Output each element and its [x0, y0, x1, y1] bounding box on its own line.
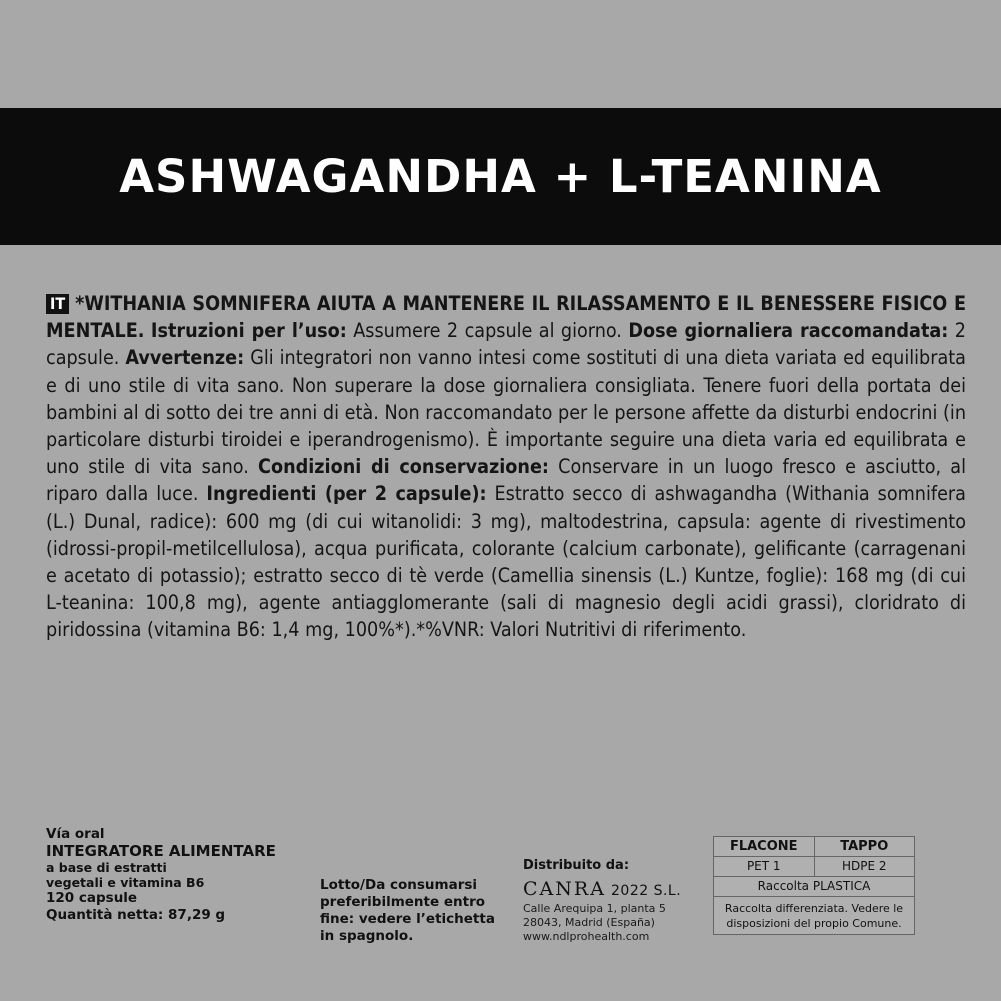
product-info-block — [46, 826, 321, 924]
recycling-table — [713, 836, 915, 935]
capsule-count: 120 capsule — [46, 890, 138, 906]
ingredients-label: Ingredienti (per 2 capsule): — [206, 482, 487, 506]
bottle-material: PET 1 — [746, 859, 781, 873]
brand-suffix: 2022 S.L. — [611, 883, 682, 899]
bottle-header: FLACONE — [729, 839, 798, 854]
address-line-2: 28043, Madrid (España) — [523, 916, 655, 929]
basis-line-2: vegetali e vitamina B6 — [46, 875, 205, 890]
lot-info: Lotto/Da consumarsi preferibilmente entro fine: vedere l’etichetta in spagnolo. — [320, 877, 495, 944]
product-type: INTEGRATORE ALIMENTARE — [46, 842, 276, 860]
usage-label: Istruzioni per l’uso: — [150, 319, 347, 343]
cap-header: TAPPO — [814, 837, 915, 856]
distributor-brand — [523, 876, 693, 902]
recycling-header-row — [714, 837, 914, 857]
net-quantity: Quantità netta: 87,29 g — [46, 907, 226, 923]
basis-line-1: a base di estratti — [46, 860, 167, 875]
route-of-administration: Vía oral — [46, 826, 105, 842]
distributor-block — [523, 858, 693, 944]
storage-label: Condizioni di conservazione: — [258, 455, 549, 479]
distributor-label: Distribuito da: — [523, 858, 630, 873]
recycling-note: Raccolta differenziata. Vedere le disposizioni del propio Comune. — [724, 902, 904, 930]
dose-label: Dose giornaliera raccomandata: — [628, 319, 949, 343]
storage-text: Conservare in un luogo fresco e asciutto, al riparo dalla luce. — [46, 455, 966, 506]
ingredients-text: Estratto secco di ashwagandha (Withania somnifera (L.) Dunal, radice): 600 mg (di cui witanolidi: 3 mg), maltodestrina, capsula: agente di rivestimento (idrossi-propil-metilcellulosa), acqua purificata, colorante (calcium carbonate), gelificante (carragenani e acetato di potassio); estratto secco di tè verde (Camellia sinensis (L.) Kuntze, foglie): 168 mg (di cui L-teanina: 100,8 mg), agente antiagglomerante (sali di magnesio degli acidi grassi), cloridrato di piridossina (vitamina B6: 1,4 mg, 100%*).*%VNR: Valori Nutritivi di riferimento. — [46, 482, 966, 642]
health-claim: *WITHANIA SOMNIFERA AIUTA A MANTENERE IL RILASSAMENTO E IL BENESSERE FISICO E MENTALE. — [46, 292, 966, 343]
collection-type: Raccolta PLASTICA — [714, 877, 914, 897]
cap-material: HDPE 2 — [814, 857, 915, 876]
warnings-text: Gli integratori non vanno intesi come sostituti di una dieta variata ed equilibrata e di uno stile di vita sano. Non superare la dose giornaliera consigliata. Tenere fuori della portata dei bambini al di sotto dei tre anni di età. Non raccomandato per le persone affette da disturbi endocrini (in particolare disturbi tiroidei e iperandrogenismo). È importante seguire una dieta varia ed equilibrata e uno stile di vita sano. — [46, 346, 966, 479]
warnings-label: Avvertenze: — [125, 346, 245, 370]
brand-name: CANRA — [523, 878, 606, 900]
language-badge: IT — [46, 294, 69, 314]
website: www.ndlprohealth.com — [523, 930, 650, 943]
address-line-1: Calle Arequipa 1, planta 5 — [523, 902, 666, 915]
recycling-material-row — [714, 857, 914, 877]
usage-text: Assumere 2 capsule al giorno. — [353, 319, 622, 343]
dose-text: 2 capsule. — [46, 319, 966, 370]
product-title: ASHWAGANDHA + L-TEANINA — [119, 150, 882, 203]
label-text-block — [46, 290, 966, 644]
title-banner — [0, 108, 1001, 245]
